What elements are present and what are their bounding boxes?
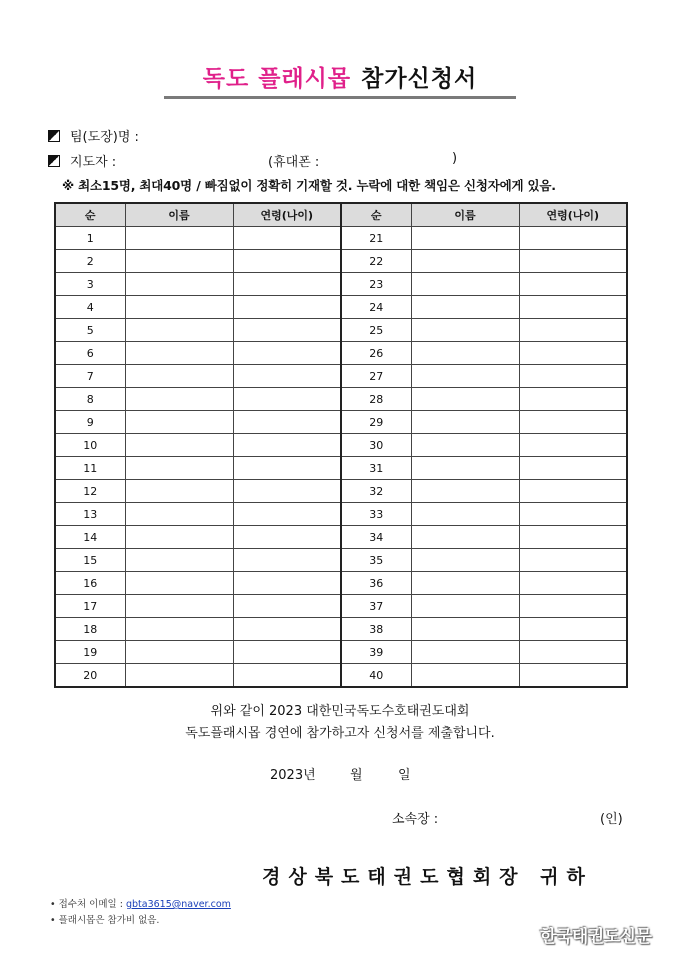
name-cell[interactable] bbox=[125, 365, 233, 388]
age-cell[interactable] bbox=[519, 342, 627, 365]
table-row bbox=[55, 641, 627, 664]
checkbox-icon bbox=[48, 155, 60, 167]
name-cell[interactable] bbox=[125, 457, 233, 480]
name-cell[interactable] bbox=[411, 641, 519, 664]
name-cell[interactable] bbox=[125, 227, 233, 250]
number-cell: 10 bbox=[55, 434, 125, 457]
age-cell[interactable] bbox=[233, 664, 341, 688]
email-label: • 접수처 이메일 : bbox=[50, 899, 123, 910]
number-cell: 6 bbox=[55, 342, 125, 365]
checkbox-icon bbox=[48, 130, 60, 142]
table-row bbox=[55, 503, 627, 526]
name-cell[interactable] bbox=[411, 457, 519, 480]
age-cell[interactable] bbox=[519, 227, 627, 250]
name-cell[interactable] bbox=[125, 388, 233, 411]
coach-field[interactable] bbox=[48, 151, 116, 170]
number-cell: 12 bbox=[55, 480, 125, 503]
table-row bbox=[55, 549, 627, 572]
statement-line-1: 위와 같이 2023 대한민국독도수호태권도대회 bbox=[210, 704, 470, 719]
number-cell: 16 bbox=[55, 572, 125, 595]
table-row bbox=[55, 250, 627, 273]
age-cell[interactable] bbox=[519, 480, 627, 503]
number-cell: 2 bbox=[55, 250, 125, 273]
table-row bbox=[55, 595, 627, 618]
team-name-field[interactable] bbox=[48, 126, 139, 145]
table-row bbox=[55, 365, 627, 388]
col-header-name: 이름 bbox=[411, 203, 519, 227]
age-cell[interactable] bbox=[233, 526, 341, 549]
number-cell: 24 bbox=[341, 296, 411, 319]
number-cell: 25 bbox=[341, 319, 411, 342]
table-row bbox=[55, 227, 627, 250]
number-cell: 31 bbox=[341, 457, 411, 480]
number-cell: 23 bbox=[341, 273, 411, 296]
age-cell[interactable] bbox=[519, 273, 627, 296]
name-cell[interactable] bbox=[125, 664, 233, 688]
age-cell[interactable] bbox=[519, 365, 627, 388]
name-cell[interactable] bbox=[125, 319, 233, 342]
number-cell: 22 bbox=[341, 250, 411, 273]
phone-label: (휴대폰 : bbox=[268, 155, 320, 170]
age-cell[interactable] bbox=[519, 664, 627, 688]
number-cell: 15 bbox=[55, 549, 125, 572]
age-cell[interactable] bbox=[519, 296, 627, 319]
title-highlight: 독도 플래시몹 bbox=[202, 66, 352, 92]
col-header-number: 순 bbox=[341, 203, 411, 227]
title-rest: 참가신청서 bbox=[361, 66, 478, 92]
table-row bbox=[55, 457, 627, 480]
number-cell: 9 bbox=[55, 411, 125, 434]
participant-table bbox=[54, 202, 628, 688]
number-cell: 5 bbox=[55, 319, 125, 342]
age-cell[interactable] bbox=[519, 595, 627, 618]
number-cell: 11 bbox=[55, 457, 125, 480]
name-cell[interactable] bbox=[411, 595, 519, 618]
age-cell[interactable] bbox=[233, 296, 341, 319]
title-underline bbox=[164, 96, 516, 99]
coach-label: 지도자 : bbox=[70, 155, 117, 170]
age-cell[interactable] bbox=[519, 503, 627, 526]
number-cell: 40 bbox=[341, 664, 411, 688]
name-cell[interactable] bbox=[411, 365, 519, 388]
number-cell: 1 bbox=[55, 227, 125, 250]
number-cell: 32 bbox=[341, 480, 411, 503]
table-row bbox=[55, 273, 627, 296]
number-cell: 38 bbox=[341, 618, 411, 641]
name-cell[interactable] bbox=[411, 480, 519, 503]
name-cell[interactable] bbox=[125, 595, 233, 618]
table-row bbox=[55, 618, 627, 641]
signature-label: 소속장 : bbox=[392, 812, 439, 827]
name-cell[interactable] bbox=[411, 572, 519, 595]
number-cell: 3 bbox=[55, 273, 125, 296]
name-cell[interactable] bbox=[125, 572, 233, 595]
number-cell: 14 bbox=[55, 526, 125, 549]
name-cell[interactable] bbox=[125, 273, 233, 296]
notice-text: ※ 최소15명, 최대40명 / 빠짐없이 정확히 기재할 것. 누락에 대한 책임은 신청자에게 있음. bbox=[62, 178, 556, 193]
name-cell[interactable] bbox=[411, 250, 519, 273]
age-cell[interactable] bbox=[519, 319, 627, 342]
table-row bbox=[55, 342, 627, 365]
age-cell[interactable] bbox=[233, 572, 341, 595]
number-cell: 39 bbox=[341, 641, 411, 664]
number-cell: 17 bbox=[55, 595, 125, 618]
name-cell[interactable] bbox=[125, 641, 233, 664]
name-cell[interactable] bbox=[125, 434, 233, 457]
age-cell[interactable] bbox=[233, 457, 341, 480]
age-cell[interactable] bbox=[233, 342, 341, 365]
number-cell: 33 bbox=[341, 503, 411, 526]
age-cell[interactable] bbox=[519, 250, 627, 273]
age-cell[interactable] bbox=[519, 411, 627, 434]
footnote-fee: • 플래시몹은 참가비 없음. bbox=[50, 915, 160, 926]
age-cell[interactable] bbox=[519, 526, 627, 549]
date-year: 2023년 bbox=[270, 768, 316, 783]
age-cell[interactable] bbox=[519, 618, 627, 641]
name-cell[interactable] bbox=[125, 503, 233, 526]
number-cell: 19 bbox=[55, 641, 125, 664]
age-cell[interactable] bbox=[233, 250, 341, 273]
age-cell[interactable] bbox=[233, 641, 341, 664]
col-header-age: 연령(나이) bbox=[519, 203, 627, 227]
age-cell[interactable] bbox=[233, 618, 341, 641]
number-cell: 20 bbox=[55, 664, 125, 688]
number-cell: 36 bbox=[341, 572, 411, 595]
number-cell: 37 bbox=[341, 595, 411, 618]
table-header-row bbox=[55, 203, 627, 227]
name-cell[interactable] bbox=[411, 388, 519, 411]
name-cell[interactable] bbox=[125, 549, 233, 572]
name-cell[interactable] bbox=[125, 250, 233, 273]
age-cell[interactable] bbox=[233, 549, 341, 572]
name-cell[interactable] bbox=[411, 342, 519, 365]
name-cell[interactable] bbox=[411, 618, 519, 641]
age-cell[interactable] bbox=[233, 595, 341, 618]
publisher-watermark: 한국태권도신문 bbox=[540, 927, 652, 947]
name-cell[interactable] bbox=[411, 227, 519, 250]
date-month: 월 bbox=[350, 768, 363, 783]
name-cell[interactable] bbox=[125, 296, 233, 319]
age-cell[interactable] bbox=[519, 572, 627, 595]
number-cell: 28 bbox=[341, 388, 411, 411]
number-cell: 4 bbox=[55, 296, 125, 319]
name-cell[interactable] bbox=[411, 526, 519, 549]
name-cell[interactable] bbox=[125, 618, 233, 641]
name-cell[interactable] bbox=[411, 273, 519, 296]
seal-mark: (인) bbox=[600, 812, 623, 827]
number-cell: 8 bbox=[55, 388, 125, 411]
age-cell[interactable] bbox=[233, 319, 341, 342]
table-row bbox=[55, 319, 627, 342]
table-row bbox=[55, 411, 627, 434]
number-cell: 7 bbox=[55, 365, 125, 388]
number-cell: 18 bbox=[55, 618, 125, 641]
name-cell[interactable] bbox=[125, 411, 233, 434]
statement-line-2: 독도플래시몹 경연에 참가하고자 신청서를 제출합니다. bbox=[185, 726, 495, 741]
age-cell[interactable] bbox=[233, 434, 341, 457]
age-cell[interactable] bbox=[519, 388, 627, 411]
name-cell[interactable] bbox=[125, 526, 233, 549]
name-cell[interactable] bbox=[411, 434, 519, 457]
page-title bbox=[0, 60, 680, 93]
age-cell[interactable] bbox=[233, 503, 341, 526]
table-row bbox=[55, 388, 627, 411]
col-header-number: 순 bbox=[55, 203, 125, 227]
name-cell[interactable] bbox=[411, 549, 519, 572]
team-name-label: 팀(도장)명 : bbox=[70, 130, 139, 145]
age-cell[interactable] bbox=[519, 641, 627, 664]
number-cell: 13 bbox=[55, 503, 125, 526]
table-row bbox=[55, 434, 627, 457]
age-cell[interactable] bbox=[233, 388, 341, 411]
name-cell[interactable] bbox=[125, 480, 233, 503]
date-day: 일 bbox=[398, 768, 411, 783]
number-cell: 21 bbox=[341, 227, 411, 250]
number-cell: 35 bbox=[341, 549, 411, 572]
age-cell[interactable] bbox=[519, 549, 627, 572]
footnote-email bbox=[50, 896, 231, 910]
phone-close: ) bbox=[452, 151, 458, 166]
table-row bbox=[55, 480, 627, 503]
number-cell: 34 bbox=[341, 526, 411, 549]
age-cell[interactable] bbox=[233, 365, 341, 388]
email-link[interactable]: gbta3615@naver.com bbox=[125, 899, 231, 910]
table-row bbox=[55, 296, 627, 319]
name-cell[interactable] bbox=[125, 342, 233, 365]
number-cell: 26 bbox=[341, 342, 411, 365]
age-cell[interactable] bbox=[233, 480, 341, 503]
name-cell[interactable] bbox=[411, 319, 519, 342]
col-header-age: 연령(나이) bbox=[233, 203, 341, 227]
table-row bbox=[55, 526, 627, 549]
name-cell[interactable] bbox=[411, 296, 519, 319]
age-cell[interactable] bbox=[519, 457, 627, 480]
number-cell: 30 bbox=[341, 434, 411, 457]
number-cell: 27 bbox=[341, 365, 411, 388]
name-cell[interactable] bbox=[411, 411, 519, 434]
table-row bbox=[55, 572, 627, 595]
age-cell[interactable] bbox=[233, 227, 341, 250]
addressee: 경상북도태권도협회장 귀하 bbox=[262, 866, 593, 888]
col-header-name: 이름 bbox=[125, 203, 233, 227]
age-cell[interactable] bbox=[233, 273, 341, 296]
name-cell[interactable] bbox=[411, 664, 519, 688]
table-row bbox=[55, 664, 627, 688]
age-cell[interactable] bbox=[519, 434, 627, 457]
name-cell[interactable] bbox=[411, 503, 519, 526]
age-cell[interactable] bbox=[233, 411, 341, 434]
number-cell: 29 bbox=[341, 411, 411, 434]
